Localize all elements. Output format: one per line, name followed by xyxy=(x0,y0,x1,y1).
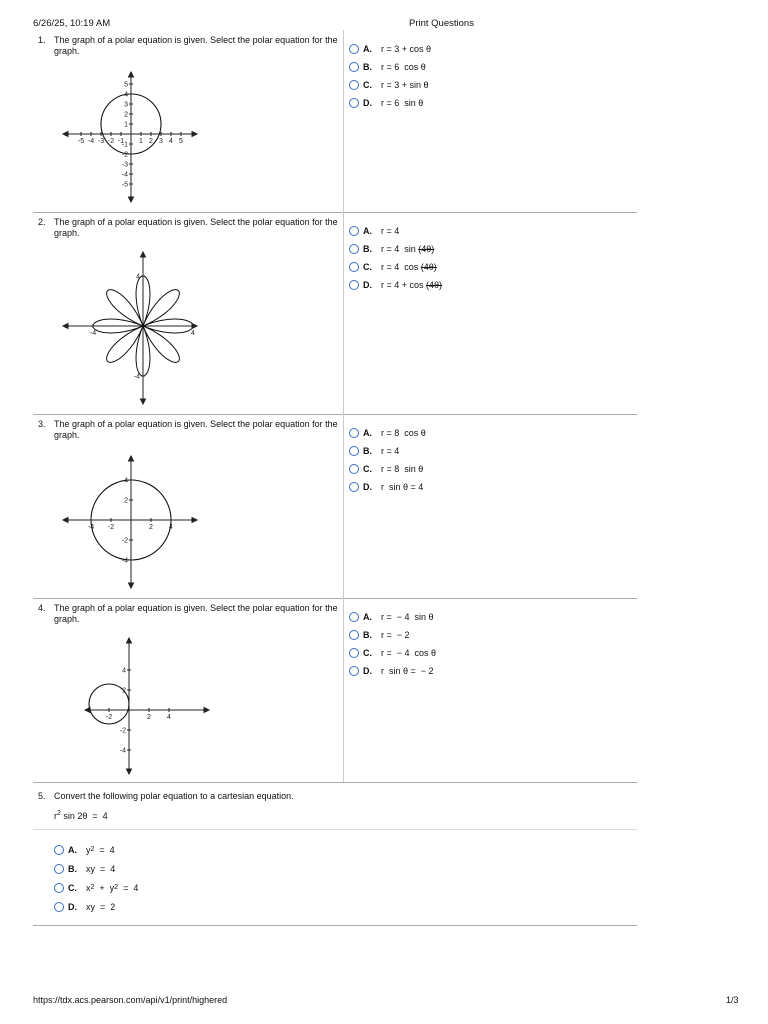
y-tick-label: -2 xyxy=(121,151,128,159)
option-b[interactable] xyxy=(349,240,442,258)
option-equation: r = 6 cos θ xyxy=(381,62,426,72)
option-equation: r = 8 sin θ xyxy=(381,464,424,474)
radio-button[interactable] xyxy=(54,864,64,874)
question-text: Convert the following polar equation to a cartesian equation. xyxy=(54,791,294,801)
y-tick-label: 3 xyxy=(124,101,128,109)
x-axis-arrow-left xyxy=(63,518,68,523)
radio-button[interactable] xyxy=(349,648,359,658)
option-letter: A. xyxy=(363,612,372,622)
option-d[interactable] xyxy=(349,276,442,294)
x-tick-label: -3 xyxy=(97,138,105,145)
option-a[interactable] xyxy=(349,424,426,442)
option-letter: A. xyxy=(363,226,372,236)
y-tick-label: -5 xyxy=(121,181,128,189)
option-equation: y xyxy=(86,844,91,855)
option-letter: C. xyxy=(363,262,372,272)
question-1-prompt-panel xyxy=(33,30,344,212)
option-equation: r = − 2 xyxy=(381,630,410,640)
answer-options xyxy=(349,40,431,112)
x-axis-arrow-right xyxy=(192,518,197,523)
radio-button[interactable] xyxy=(349,482,359,492)
radio-button[interactable] xyxy=(349,666,359,676)
question-text: The graph of a polar equation is given. Select the polar equation for the graph. xyxy=(54,35,338,56)
x-tick-label: -4 xyxy=(89,330,97,337)
x-tick-label: 5 xyxy=(179,138,183,145)
x-tick-label: -1 xyxy=(117,138,125,145)
option-c[interactable] xyxy=(349,76,431,94)
x-tick-label: -5 xyxy=(77,138,85,145)
option-argument: (4θ) xyxy=(426,280,443,290)
page-url: https://tdx.acs.pearson.com/api/v1/print/highered xyxy=(33,995,228,1005)
option-letter: B. xyxy=(363,244,372,254)
x-tick-label: 2 xyxy=(147,714,151,721)
option-equation: r sin θ = − 2 xyxy=(381,666,434,676)
radio-button[interactable] xyxy=(349,630,359,640)
y-tick-label: -2 xyxy=(121,537,128,545)
radio-button[interactable] xyxy=(349,446,359,456)
option-equation-rest: = 4 xyxy=(118,882,139,893)
radio-button[interactable] xyxy=(349,44,359,54)
y-tick-label: -1 xyxy=(121,141,128,149)
option-equation: r sin θ = 4 xyxy=(381,482,424,492)
option-letter: B. xyxy=(68,863,77,874)
option-c[interactable] xyxy=(349,460,426,478)
option-equation: r = 4 sin xyxy=(381,244,419,254)
option-equation: r = 8 cos θ xyxy=(381,428,426,438)
option-b[interactable] xyxy=(349,626,436,644)
option-equation: r = 4 cos xyxy=(381,262,421,272)
x-tick-label: 2 xyxy=(149,524,153,531)
y-tick-label: 4 xyxy=(124,477,128,485)
page-number: 1/3 xyxy=(726,995,739,1005)
eq-exponent: 2 xyxy=(57,810,61,817)
option-a[interactable] xyxy=(349,222,442,240)
radio-button[interactable] xyxy=(349,464,359,474)
radio-button[interactable] xyxy=(349,280,359,290)
y-tick-label: -4 xyxy=(133,373,140,381)
option-argument: (4θ) xyxy=(420,262,437,272)
divider xyxy=(33,829,637,830)
option-letter: C. xyxy=(68,882,77,893)
radio-button[interactable] xyxy=(349,62,359,72)
question-4 xyxy=(33,598,637,783)
option-equation-rest: = 4 xyxy=(94,844,115,855)
y-axis-arrow-down xyxy=(129,583,134,588)
page-title: Print Questions xyxy=(409,18,474,29)
y-tick-label: 1 xyxy=(124,121,128,129)
x-tick-label: -4 xyxy=(87,524,95,531)
y-axis-arrow-down xyxy=(127,769,132,774)
option-argument: (4θ) xyxy=(418,244,435,254)
option-equation: r = 3 + sin θ xyxy=(381,80,429,90)
answer-options xyxy=(349,222,442,294)
polar-graph-2 xyxy=(61,250,201,410)
question-1 xyxy=(33,30,637,213)
option-equation: x xyxy=(86,882,91,893)
option-letter: A. xyxy=(363,44,372,54)
polar-equation xyxy=(54,810,108,821)
y-tick-label: 2 xyxy=(124,497,128,505)
radio-button[interactable] xyxy=(54,902,64,912)
option-equation: r = 3 + cos θ xyxy=(381,44,432,54)
print-datetime: 6/26/25, 10:19 AM xyxy=(33,18,111,29)
y-tick-label: 2 xyxy=(122,687,126,695)
y-axis-arrow-up xyxy=(129,72,134,77)
radio-button[interactable] xyxy=(349,244,359,254)
option-c[interactable] xyxy=(349,258,442,276)
x-axis-arrow-left xyxy=(63,324,68,329)
option-b[interactable] xyxy=(54,859,138,878)
option-equation-rest: + y xyxy=(94,882,115,893)
radio-button[interactable] xyxy=(54,883,64,893)
question-number: 5. xyxy=(38,791,46,801)
y-tick-label: -2 xyxy=(119,727,126,735)
option-equation: r = 4 xyxy=(381,446,400,456)
option-a[interactable] xyxy=(349,608,436,626)
radio-button[interactable] xyxy=(349,262,359,272)
option-equation: r = − 4 sin θ xyxy=(381,612,434,622)
x-tick-label: 1 xyxy=(139,138,143,145)
x-tick-label: -4 xyxy=(87,138,95,145)
option-letter: D. xyxy=(363,280,372,290)
option-letter: D. xyxy=(68,901,77,912)
y-axis-arrow-down xyxy=(141,399,146,404)
x-tick-label: 4 xyxy=(169,138,173,145)
y-tick-label: -4 xyxy=(121,171,128,179)
option-equation: r = − 4 cos θ xyxy=(381,648,437,658)
y-tick-label: 2 xyxy=(124,111,128,119)
option-equation: r = 4 xyxy=(381,226,400,236)
x-tick-label: -2 xyxy=(105,714,113,721)
x-tick-label: -2 xyxy=(107,524,115,531)
x-tick-label: 4 xyxy=(191,330,195,337)
question-number: 4. xyxy=(38,603,46,613)
option-letter: B. xyxy=(363,62,372,72)
option-exponent: 2 xyxy=(90,884,95,891)
option-letter: A. xyxy=(68,844,77,855)
option-letter: C. xyxy=(363,80,372,90)
x-tick-label: 4 xyxy=(169,524,173,531)
option-b[interactable] xyxy=(349,58,431,76)
x-axis-arrow-right xyxy=(204,708,209,713)
y-tick-label: -4 xyxy=(119,747,126,755)
question-text: The graph of a polar equation is given. Select the polar equation for the graph. xyxy=(54,419,338,440)
polar-graph-3 xyxy=(61,452,201,592)
polar-graph-1 xyxy=(61,70,201,205)
radio-button[interactable] xyxy=(349,98,359,108)
option-letter: D. xyxy=(363,666,372,676)
option-letter: D. xyxy=(363,98,372,108)
option-c[interactable] xyxy=(54,878,138,897)
y-axis-arrow-up xyxy=(127,638,132,643)
option-d[interactable] xyxy=(349,94,431,112)
x-tick-label: 3 xyxy=(159,138,163,145)
option-equation: xy = 2 xyxy=(86,901,116,912)
answer-options xyxy=(349,608,436,680)
x-axis-arrow-left xyxy=(63,132,68,137)
option-exponent: 2 xyxy=(114,884,119,891)
option-letter: B. xyxy=(363,630,372,640)
option-letter: B. xyxy=(363,446,372,456)
y-tick-label: 4 xyxy=(136,273,140,281)
option-letter: C. xyxy=(363,464,372,474)
question-number: 1. xyxy=(38,35,46,45)
question-2 xyxy=(33,212,637,415)
option-d[interactable] xyxy=(349,478,426,496)
radio-button[interactable] xyxy=(349,226,359,236)
option-letter: A. xyxy=(363,428,372,438)
question-number: 2. xyxy=(38,217,46,227)
y-axis-arrow-up xyxy=(129,456,134,461)
option-a[interactable] xyxy=(349,40,431,58)
y-tick-label: 4 xyxy=(122,667,126,675)
y-axis-arrow-down xyxy=(129,197,134,202)
x-tick-label: 4 xyxy=(167,714,171,721)
option-d[interactable] xyxy=(349,662,436,680)
option-equation: r = 6 sin θ xyxy=(381,98,424,108)
option-equation: xy = 4 xyxy=(86,863,116,874)
y-tick-label: 5 xyxy=(124,81,128,89)
radio-button[interactable] xyxy=(349,428,359,438)
x-tick-label: -2 xyxy=(107,138,115,145)
option-exponent: 2 xyxy=(90,846,95,853)
question-2-prompt-panel xyxy=(33,212,344,414)
radio-button[interactable] xyxy=(349,80,359,90)
y-tick-label: 4 xyxy=(124,91,128,99)
option-a[interactable] xyxy=(54,840,138,859)
y-axis-arrow-up xyxy=(141,252,146,257)
radio-button[interactable] xyxy=(349,612,359,622)
y-tick-label: -3 xyxy=(121,161,128,169)
question-5 xyxy=(33,782,637,926)
question-text: The graph of a polar equation is given. Select the polar equation for the graph. xyxy=(54,603,338,624)
option-c[interactable] xyxy=(349,644,436,662)
radio-button[interactable] xyxy=(54,845,64,855)
x-axis-arrow-right xyxy=(192,132,197,137)
option-letter: C. xyxy=(363,648,372,658)
eq-base: r xyxy=(54,811,57,821)
question-text: The graph of a polar equation is given. Select the polar equation for the graph. xyxy=(54,217,338,238)
y-tick-label: -4 xyxy=(121,557,128,565)
option-letter: D. xyxy=(363,482,372,492)
option-b[interactable] xyxy=(349,442,426,460)
answer-options xyxy=(54,840,138,916)
option-d[interactable] xyxy=(54,897,138,916)
polar-graph-4 xyxy=(83,636,213,778)
x-tick-label: 2 xyxy=(149,138,153,145)
option-equation: r = 4 + cos xyxy=(381,280,427,290)
answer-options xyxy=(349,424,426,496)
eq-rest: sin 2θ = 4 xyxy=(60,811,108,821)
question-3-prompt-panel xyxy=(33,414,344,598)
question-number: 3. xyxy=(38,419,46,429)
question-4-prompt-panel xyxy=(33,598,344,782)
question-3 xyxy=(33,414,637,599)
